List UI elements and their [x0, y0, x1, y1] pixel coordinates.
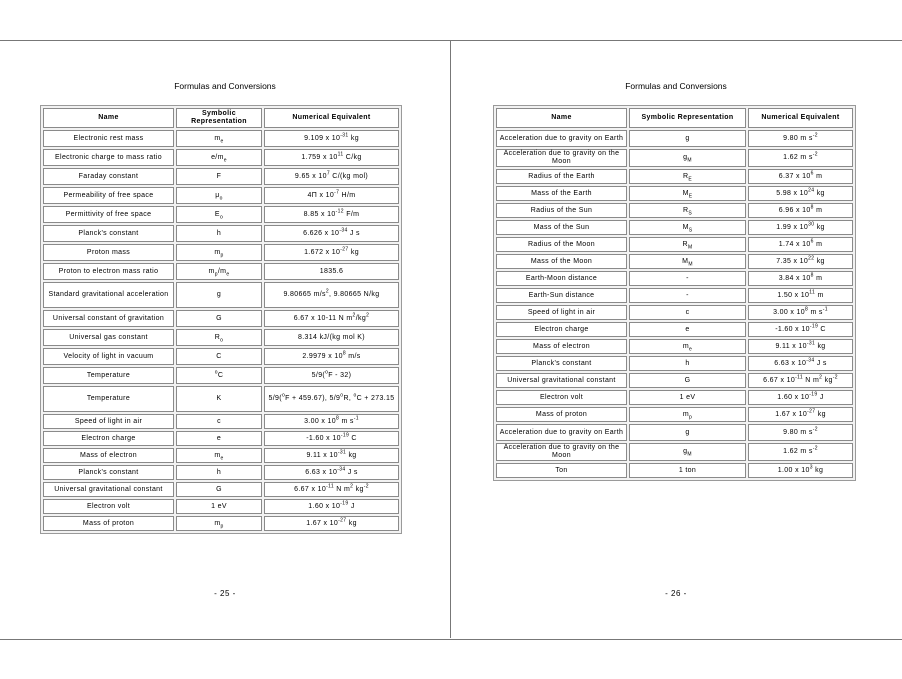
- value-cell: 9.80 m $s^{-2}$: [748, 130, 853, 147]
- symbol-cell: -: [629, 271, 746, 286]
- table-row: [496, 220, 853, 235]
- table-row: [43, 225, 399, 242]
- constant-name-cell: Acceleration due to gravity on Earth: [496, 130, 627, 147]
- value-cell: 5/9($^o$F + 459.67), 5/9$^o$R, $^o$C + 273.15: [264, 386, 399, 412]
- constant-name-cell: Earth-Moon distance: [496, 271, 627, 286]
- constant-name-cell: Mass of proton: [43, 516, 174, 531]
- symbol-cell: $E_o$: [176, 206, 262, 223]
- table-row: [43, 130, 399, 147]
- table-row: [43, 414, 399, 429]
- symbol-cell: c: [629, 305, 746, 320]
- table-row: [43, 482, 399, 497]
- value-cell: 7.35 x $10^{22}$ kg: [748, 254, 853, 269]
- symbol-cell: G: [176, 310, 262, 327]
- table-row: [496, 373, 853, 388]
- table-row: [496, 186, 853, 201]
- column-header-name: Name: [43, 108, 174, 128]
- column-header-symbol: Symbolic Representation: [176, 108, 262, 128]
- symbol-cell: 1 eV: [176, 499, 262, 514]
- symbol-cell: $m_p$: [629, 407, 746, 422]
- symbol-cell: $M_E$: [629, 186, 746, 201]
- constant-name-cell: Electronic charge to mass ratio: [43, 149, 174, 166]
- value-cell: 6.67 x 10-11 N $m^2/kg^2$: [264, 310, 399, 327]
- constant-name-cell: Radius of the Moon: [496, 237, 627, 252]
- value-cell: 9.80665 $m/s^2$, 9.80665 N/kg: [264, 282, 399, 308]
- constant-name-cell: Mass of electron: [43, 448, 174, 463]
- value-cell: 1.60 x $10^{-19}$ J: [264, 499, 399, 514]
- table-row: [43, 386, 399, 412]
- constant-name-cell: Proton mass: [43, 244, 174, 261]
- constant-name-cell: Standard gravitational acceleration: [43, 282, 174, 308]
- value-cell: 1.00 x $10^3$ kg: [748, 463, 853, 478]
- value-cell: 8.85 x $10^{-12}$ F/m: [264, 206, 399, 223]
- constant-name-cell: Mass of proton: [496, 407, 627, 422]
- symbol-cell: $m_e$: [629, 339, 746, 354]
- symbol-cell: h: [176, 225, 262, 242]
- symbol-cell: $M_M$: [629, 254, 746, 269]
- value-cell: 3.84 x $10^8$ m: [748, 271, 853, 286]
- value-cell: 1835.6: [264, 263, 399, 280]
- constant-name-cell: Universal constant of gravitation: [43, 310, 174, 327]
- symbol-cell: h: [629, 356, 746, 371]
- value-cell: 3.00 x $10^8$ m $s^{-1}$: [264, 414, 399, 429]
- constant-name-cell: Speed of light in air: [496, 305, 627, 320]
- constant-name-cell: Permeability of free space: [43, 187, 174, 204]
- constant-name-cell: Electron charge: [43, 431, 174, 446]
- constant-name-cell: Permittivity of free space: [43, 206, 174, 223]
- constant-name-cell: Earth-Sun distance: [496, 288, 627, 303]
- constant-name-cell: Proton to electron mass ratio: [43, 263, 174, 280]
- table-row: [43, 149, 399, 166]
- constant-name-cell: Mass of electron: [496, 339, 627, 354]
- table-row: [496, 339, 853, 354]
- symbol-cell: $m_e$: [176, 448, 262, 463]
- page-number: - 25 -: [214, 589, 236, 598]
- value-cell: -1.60 x $10^{-19}$ C: [264, 431, 399, 446]
- symbol-cell: $m_p$: [176, 516, 262, 531]
- symbol-cell: h: [176, 465, 262, 480]
- symbol-cell: K: [176, 386, 262, 412]
- table-row: [496, 169, 853, 184]
- constant-name-cell: Radius of the Sun: [496, 203, 627, 218]
- value-cell: 6.96 x $10^8$ m: [748, 203, 853, 218]
- value-cell: 5.98 x $10^{24}$ kg: [748, 186, 853, 201]
- symbol-cell: $m_e$: [176, 130, 262, 147]
- value-cell: 6.67 x $10^{-11}$ N $m^2$ $kg^{-2}$: [748, 373, 853, 388]
- value-cell: 4Π x $10^{-7}$ H/m: [264, 187, 399, 204]
- constants-table-right: [493, 105, 856, 481]
- value-cell: 1.50 x $10^{11}$ m: [748, 288, 853, 303]
- symbol-cell: c: [176, 414, 262, 429]
- table-row: [496, 254, 853, 269]
- value-cell: 1.67 x $10^{-27}$ kg: [748, 407, 853, 422]
- value-cell: 1.67 x $10^{-27}$ kg: [264, 516, 399, 531]
- symbol-cell: F: [176, 168, 262, 185]
- table-row: [43, 499, 399, 514]
- value-cell: 5/9($^o$F - 32): [264, 367, 399, 384]
- table-row: [43, 263, 399, 280]
- table-row: [43, 206, 399, 223]
- constant-name-cell: Planck's constant: [43, 465, 174, 480]
- symbol-cell: $\mu_o$: [176, 187, 262, 204]
- value-cell: 6.63 x $10^{-34}$ J s: [748, 356, 853, 371]
- symbol-cell: G: [629, 373, 746, 388]
- value-cell: 9.11 x $10^{-31}$ kg: [264, 448, 399, 463]
- value-cell: 6.63 x $10^{-34}$ J s: [264, 465, 399, 480]
- symbol-cell: e: [176, 431, 262, 446]
- symbol-cell: e: [629, 322, 746, 337]
- constants-table-left: [40, 105, 402, 534]
- constant-name-cell: Acceleration due to gravity on the Moon: [496, 149, 627, 167]
- symbol-cell: -: [629, 288, 746, 303]
- symbol-cell: $R_S$: [629, 203, 746, 218]
- constant-name-cell: Universal gravitational constant: [496, 373, 627, 388]
- table-row: [43, 329, 399, 346]
- table-row: [43, 448, 399, 463]
- column-header-symbol: Symbolic Representation: [629, 108, 746, 128]
- symbol-cell: $R_E$: [629, 169, 746, 184]
- value-cell: 3.00 x $10^8$ m $s^{-1}$: [748, 305, 853, 320]
- value-cell: 1.60 x $10^{-19}$ J: [748, 390, 853, 405]
- table-row: [496, 407, 853, 422]
- value-cell: 1.99 x $10^{30}$ kg: [748, 220, 853, 235]
- table-row: [43, 282, 399, 308]
- symbol-cell: $R_M$: [629, 237, 746, 252]
- value-cell: 9.80 m $s^{-2}$: [748, 424, 853, 441]
- table-row: [496, 203, 853, 218]
- table-row: [496, 149, 853, 167]
- value-cell: 1.74 x $10^6$ m: [748, 237, 853, 252]
- table-row: [496, 130, 853, 147]
- table-row: [43, 516, 399, 531]
- constant-name-cell: Universal gravitational constant: [43, 482, 174, 497]
- constant-name-cell: Radius of the Earth: [496, 169, 627, 184]
- value-cell: -1.60 x $10^{-19}$ C: [748, 322, 853, 337]
- table-row: [496, 463, 853, 478]
- table-row: [496, 424, 853, 441]
- table-row: [496, 322, 853, 337]
- constant-name-cell: Faraday constant: [43, 168, 174, 185]
- constant-name-cell: Speed of light in air: [43, 414, 174, 429]
- constant-name-cell: Mass of the Moon: [496, 254, 627, 269]
- value-cell: 6.37 x $10^6$ m: [748, 169, 853, 184]
- constant-name-cell: Electron charge: [496, 322, 627, 337]
- table-row: [43, 187, 399, 204]
- value-cell: 9.11 x $10^{-31}$ kg: [748, 339, 853, 354]
- symbol-cell: $g_M$: [629, 443, 746, 461]
- page-26: [451, 40, 901, 638]
- constant-name-cell: Ton: [496, 463, 627, 478]
- column-header-value: Numerical Equivalent: [748, 108, 853, 128]
- symbol-cell: g: [629, 424, 746, 441]
- constant-name-cell: Electron volt: [496, 390, 627, 405]
- column-header-value: Numerical Equivalent: [264, 108, 399, 128]
- constant-name-cell: Planck's constant: [43, 225, 174, 242]
- symbol-cell: C: [176, 348, 262, 365]
- symbol-cell: $m_p/m_e$: [176, 263, 262, 280]
- table-row: [43, 168, 399, 185]
- value-cell: 9.65 x $10^7$ C/(kg mol): [264, 168, 399, 185]
- table-row: [496, 288, 853, 303]
- constant-name-cell: Universal gas constant: [43, 329, 174, 346]
- constant-name-cell: Planck's constant: [496, 356, 627, 371]
- table-row: [43, 348, 399, 365]
- value-cell: 6.626 x $10^{-34}$ J s: [264, 225, 399, 242]
- constant-name-cell: Temperature: [43, 367, 174, 384]
- table-row: [496, 356, 853, 371]
- page-title: Formulas and Conversions: [625, 81, 727, 91]
- value-cell: 2.9979 x $10^8$ m/s: [264, 348, 399, 365]
- page-title: Formulas and Conversions: [174, 81, 276, 91]
- symbol-cell: $^o$C: [176, 367, 262, 384]
- constant-name-cell: Acceleration due to gravity on the Moon: [496, 443, 627, 461]
- symbol-cell: $M_S$: [629, 220, 746, 235]
- constant-name-cell: Temperature: [43, 386, 174, 412]
- symbol-cell: 1 ton: [629, 463, 746, 478]
- table-row: [496, 443, 853, 461]
- value-cell: 9.109 x $10^{-31}$ kg: [264, 130, 399, 147]
- value-cell: 1.62 m $s^{-2}$: [748, 149, 853, 167]
- table-row: [496, 305, 853, 320]
- constant-name-cell: Electronic rest mass: [43, 130, 174, 147]
- table-row: [496, 271, 853, 286]
- constant-name-cell: Velocity of light in vacuum: [43, 348, 174, 365]
- symbol-cell: $m_p$: [176, 244, 262, 261]
- table-row: [496, 237, 853, 252]
- symbol-cell: G: [176, 482, 262, 497]
- constant-name-cell: Mass of the Sun: [496, 220, 627, 235]
- value-cell: 8.314 kJ/(kg mol K): [264, 329, 399, 346]
- value-cell: 6.67 x $10^{-11}$ N $m^2$ $kg^{-2}$: [264, 482, 399, 497]
- table-row: [43, 244, 399, 261]
- table-row: [43, 310, 399, 327]
- symbol-cell: g: [629, 130, 746, 147]
- table-row: [43, 367, 399, 384]
- column-header-name: Name: [496, 108, 627, 128]
- table-row: [43, 465, 399, 480]
- table-row: [43, 431, 399, 446]
- page-25: [0, 40, 450, 638]
- value-cell: 1.672 x $10^{-27}$ kg: [264, 244, 399, 261]
- symbol-cell: 1 eV: [629, 390, 746, 405]
- symbol-cell: $R_o$: [176, 329, 262, 346]
- constant-name-cell: Electron volt: [43, 499, 174, 514]
- symbol-cell: $e/m_e$: [176, 149, 262, 166]
- value-cell: 1.759 x $10^{11}$ C/kg: [264, 149, 399, 166]
- symbol-cell: g: [176, 282, 262, 308]
- value-cell: 1.62 m $s^{-2}$: [748, 443, 853, 461]
- constant-name-cell: Mass of the Earth: [496, 186, 627, 201]
- table-row: [496, 390, 853, 405]
- constant-name-cell: Acceleration due to gravity on Earth: [496, 424, 627, 441]
- symbol-cell: $g_M$: [629, 149, 746, 167]
- page-number: - 26 -: [665, 589, 687, 598]
